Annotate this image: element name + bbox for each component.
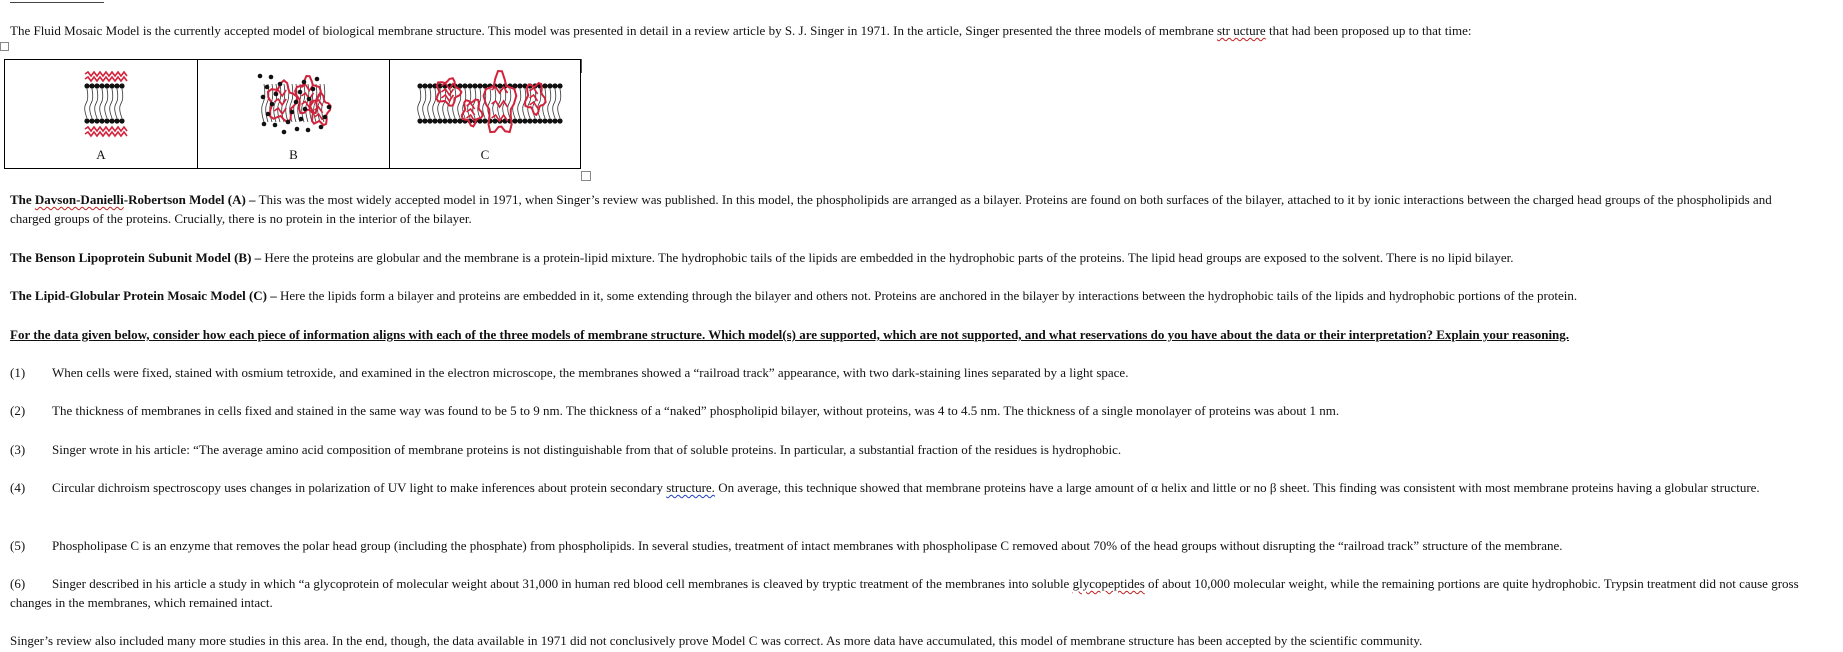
data-item-5: (5) Phospholipase C is an enzyme that removes the polar head group (including the phosphate) from phospholipids. In several studies, treatment of intact membranes with phospholipase C removed about 70% of the head groups without disrupting the “railroad track” structure of the membrane. xyxy=(10,538,1563,553)
figure-label-a: A xyxy=(96,147,106,162)
membrane-models-figure-table xyxy=(4,59,581,169)
question-prompt: For the data given below, consider how each piece of information aligns with each of the three models of membrane structure. Which model(s) are supported, which are not supported, and what reservations do you have about the data or their interpretation? Explain your reasoning. xyxy=(10,327,1570,342)
data-item-1: (1) When cells were fixed, stained with osmium tetroxide, and examined in the electron microscope, the membranes showed a “railroad track” appearance, with two dark-staining lines separated by a light space. xyxy=(10,365,1129,380)
table-resize-handle[interactable] xyxy=(581,171,591,181)
data-item-3: (3) Singer wrote in his article: “The average amino acid composition of membrane proteins is not distinguishable from that of soluble proteins. In particular, a substantial fraction of the residues is hydrophobic. xyxy=(10,442,1122,457)
model-a-diagram xyxy=(5,66,197,146)
data-item-2: (2) The thickness of membranes in cells fixed and stained in the same way was found to be 5 to 9 nm. The thickness of a “naked” phospholipid bilayer, without proteins, was 4 to 4.5 nm. The thickness of a single monolayer of proteins was about 1 nm. xyxy=(10,403,1340,418)
model-b-diagram xyxy=(198,66,390,146)
spelling-flag: glycopeptides xyxy=(1072,576,1145,591)
figure-label-c: C xyxy=(480,147,490,162)
figure-label-b: B xyxy=(289,147,298,162)
intro-paragraph: The Fluid Mosaic Model is the currently accepted model of biological membrane structure. This model was presented in detail in a review article by S. J. Singer in 1971. In the article, Singer presented the three models of membrane str ucture that had been proposed up to that time: xyxy=(10,23,1472,38)
figure-cell-c xyxy=(389,60,580,168)
model-a-paragraph: The Davson-Danielli-Robertson Model (A) – This was the most widely accepted model in 1971, when Singer’s review was published. In this model, the phospholipids are arranged as a bilayer. Proteins are found on both surfaces of the bilayer, attached to it by ionic interactions between the charged head groups of the phospholipids and charged groups of the proteins. Crucially, there is no protein in the interior of the bilayer. xyxy=(10,192,1772,226)
conclusion-paragraph: Singer’s review also included many more studies in this area. In the end, though, the data available in 1971 did not conclusively prove Model C was correct. As more data have accumulated, this model of membrane structure has been accepted by the scientific community. xyxy=(10,633,1423,648)
model-b-paragraph: The Benson Lipoprotein Subunit Model (B) – Here the proteins are globular and the membrane is a protein-lipid mixture. The hydrophobic tails of the lipids are embedded in the hydrophobic parts of the proteins. The lipid head groups are exposed to the solvent. There is no lipid bilayer. xyxy=(10,250,1514,265)
header-rule xyxy=(10,2,104,3)
table-move-handle[interactable] xyxy=(0,42,9,51)
data-item-4: (4) Circular dichroism spectroscopy uses changes in polarization of UV light to make inferences about protein secondary structure. On average, this technique showed that membrane proteins have a large amount of α helix and little or no β sheet. This finding was consistent with most membrane proteins having a globular structure. xyxy=(10,480,1760,495)
spelling-flag: Davson-Danielli xyxy=(34,192,124,207)
grammar-flag: structure. xyxy=(666,480,715,495)
model-c-paragraph: The Lipid-Globular Protein Mosaic Model (C) – Here the lipids form a bilayer and proteins are embedded in it, some extending through the bilayer and others not. Proteins are anchored in the bilayer by interactions between the hydrophobic tails of the lipids and hydrophobic portions of the protein. xyxy=(10,288,1578,303)
figure-cell-b xyxy=(197,60,389,168)
spelling-flag: str ucture xyxy=(1216,23,1266,38)
data-item-6: (6) Singer described in his article a study in which “a glycoprotein of molecular weight about 31,000 in human red blood cell membranes is cleaved by tryptic treatment of the membranes into soluble glycopeptides of about 10,000 molecular weight, while the remaining portions are quite hydrophobic. Trypsin treatment did not cause gross changes in the membranes, which remained intact. xyxy=(10,576,1799,610)
model-c-diagram xyxy=(390,66,582,146)
figure-cell-a xyxy=(5,60,197,168)
